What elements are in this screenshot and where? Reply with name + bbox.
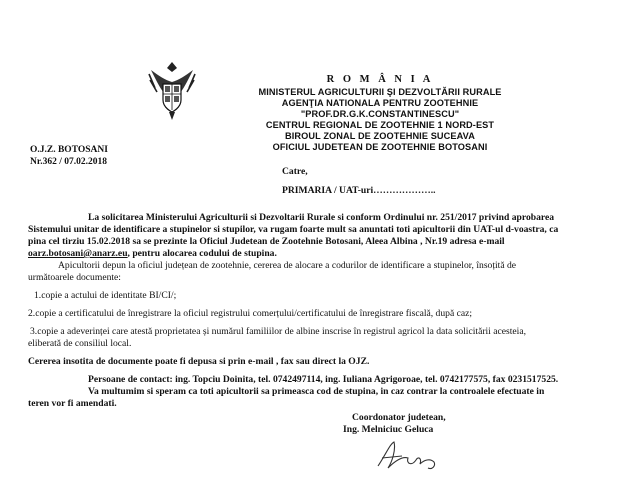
header-agency-name: "PROF.DR.G.K.CONSTANTINESCU" — [300, 109, 460, 119]
submit-note: Cererea insotita de documente poate fi depusa si prin e-mail , fax sau direct la OJZ. — [28, 356, 370, 367]
header-agency: AGENŢIA NATIONALA PENTRU ZOOTEHNIE — [281, 98, 479, 108]
body-p1-line4 — [28, 248, 277, 259]
header-country: R O M Â N I A — [326, 74, 434, 85]
addressee-to: Catre, — [282, 166, 308, 177]
body-p1-line1: La solicitarea Ministerului Agriculturii si Dezvoltarii Rurale si conform Ordinului nr. 251/2017 privind aprobarea — [88, 212, 555, 223]
contact-persons: Persoane de contact: ing. Topciu Doinita, tel. 0742497114, ing. Iuliana Agrigoroae, tel. 0742177575, fax 0231517525. — [88, 374, 559, 385]
body-p2-line2: următoarele documente: — [28, 272, 121, 283]
doc-item-3-line1: 3.copie a adeverinței care atestă proprietatea și numărul familiilor de albine inscrise în registrul agricol la data solicitării acesteia, — [30, 326, 526, 337]
handwritten-signature — [372, 436, 452, 474]
coat-of-arms-icon — [147, 60, 197, 122]
reference-number: Nr.362 / 07.02.2018 — [30, 157, 107, 167]
body-p1-line4-rest: , pentru alocarea codului de stupina. — [127, 248, 277, 259]
header-ministry: MINISTERUL AGRICULTURII ŞI DEZVOLTĂRII RURALE — [258, 87, 502, 97]
header-zonal-office: BIROUL ZONAL DE ZOOTEHNIE SUCEAVA — [285, 131, 475, 141]
email-link[interactable]: oarz.botosani@anarz.eu — [28, 248, 128, 259]
doc-item-2: 2.copie a certificatului de înregistrare la oficiul registrului comerțului/certificatului de înregistrare fiscală, după caz; — [28, 308, 473, 319]
body-p1-line2: Sistemului unitar de identificare a stupinelor si stupilor, va rugam foarte mult sa anuntati toti apicultorii din UAT-ul d-voastra, ca — [28, 224, 559, 235]
doc-item-3-line2: eliberată de consiliul local. — [28, 338, 132, 349]
doc-item-1: 1.copie a actului de identitate BI/CI/; — [34, 290, 177, 301]
header-regional-center: CENTRUL REGIONAL DE ZOOTEHNIE 1 NORD-EST — [265, 120, 495, 130]
header-county-office: OFICIUL JUDETEAN DE ZOOTEHNIE BOTOSANI — [272, 142, 488, 152]
reference-office: O.J.Z. BOTOSANI — [30, 145, 108, 155]
addressee-recipient: PRIMARIA / UAT-uri……………….. — [282, 185, 436, 196]
thanks-line2: teren vor fi amendati. — [28, 398, 117, 409]
thanks-line1: Va multumim si speram ca toti apicultorii sa primeasca cod de stupina, in caz contrar la controalele efectuate in — [88, 386, 545, 397]
signature-name: Ing. Melniciuc Geluca — [343, 424, 434, 435]
body-p2-line1: Apicultorii depun la oficiul județean de zootehnie, cererea de alocare a codurilor de identificare a stupinelor, însoțită de — [58, 260, 517, 271]
body-p1-line3: pina cel tirziu 15.02.2018 sa se prezinte la Oficiul Judetean de Zootehnie Botosani, Aleea Albina , Nr.19 adresa e-mail — [28, 236, 505, 247]
signature-role: Coordonator judetean, — [352, 412, 446, 423]
